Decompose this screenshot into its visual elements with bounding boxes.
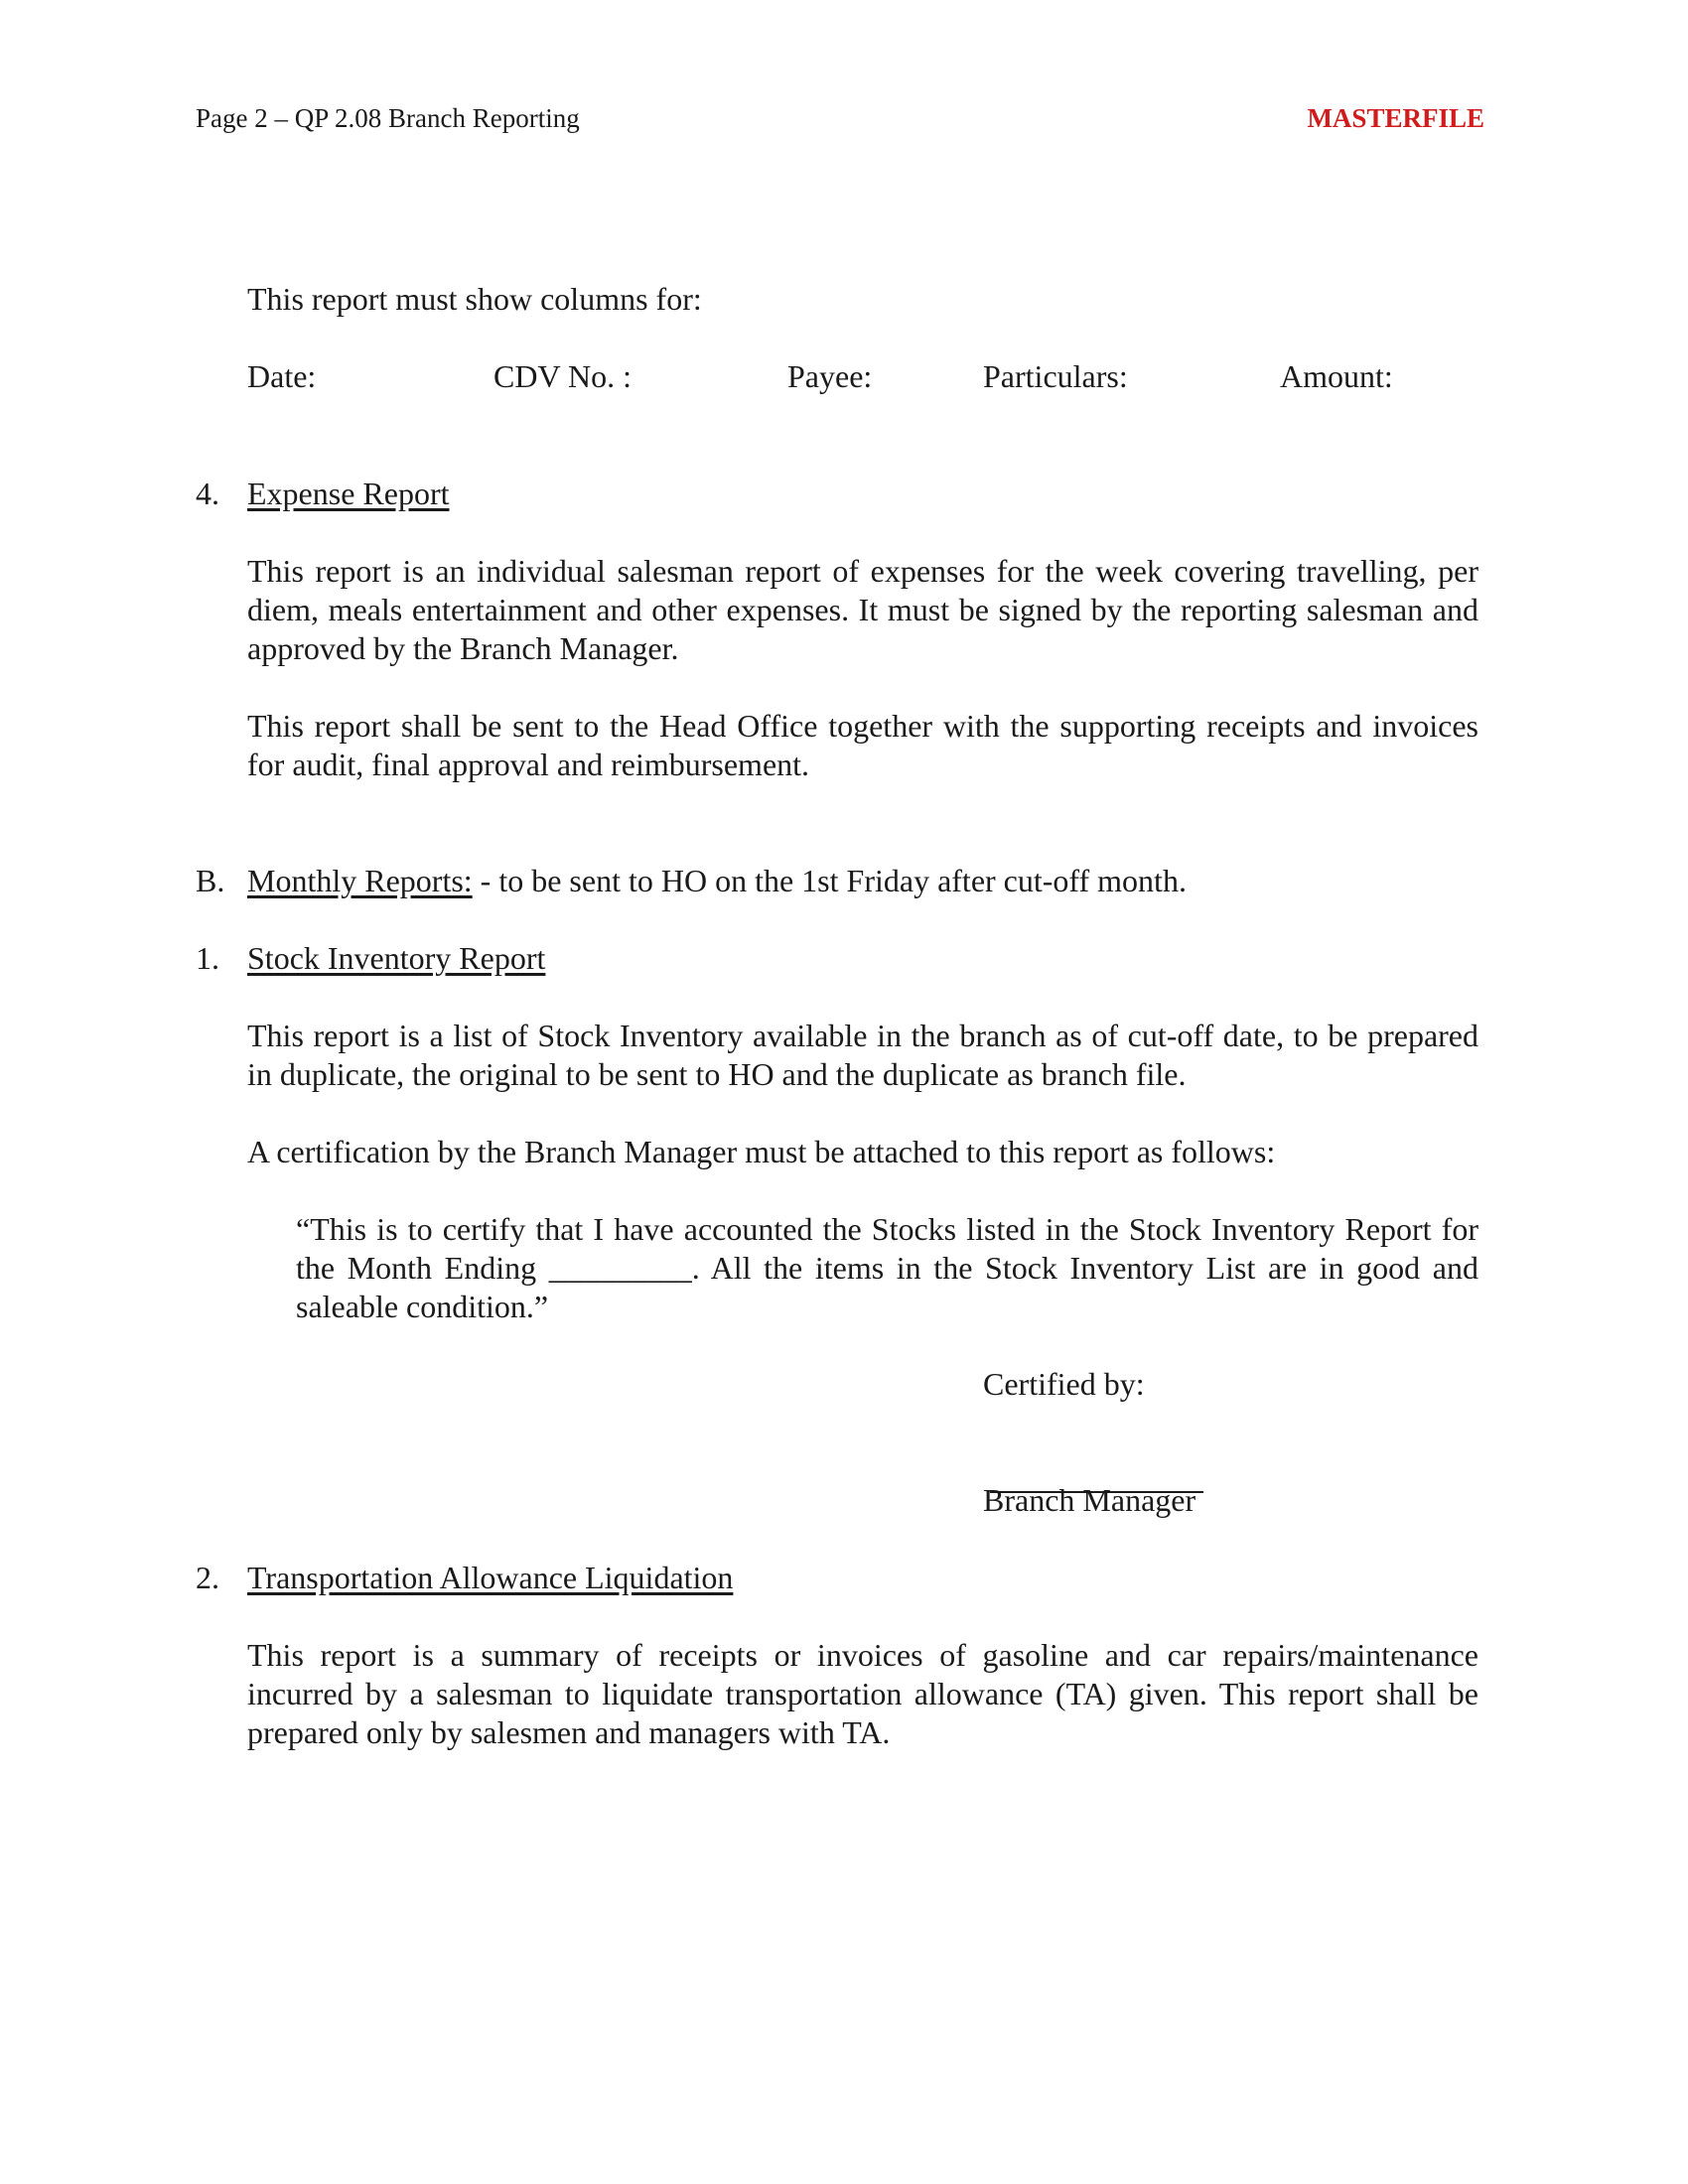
section-b-letter: B. — [196, 863, 225, 898]
certification-quote: “This is to certify that I have accounted the Stocks listed in the Stock Inventory Report for the Month Ending _________. All the items in the Stock Inventory List are in good and saleable condition.” — [296, 1211, 1478, 1324]
section-4-number: 4. — [196, 476, 219, 511]
section-1-paragraph-1: This report is a list of Stock Inventory available in the branch as of cut-off date, to be prepared in duplicate, the original to be sent to HO and the duplicate as branch file. — [247, 1018, 1478, 1092]
section-2-number: 2. — [196, 1560, 219, 1595]
section-b-title: Monthly Reports: — [247, 863, 473, 898]
section-4-paragraph-2: This report shall be sent to the Head Office together with the supporting receipts and invoices for audit, final approval and reimbursement. — [247, 708, 1478, 782]
column-particulars: Particulars: — [983, 358, 1128, 394]
section-2-paragraph-1: This report is a summary of receipts or invoices of gasoline and car repairs/maintenance incurred by a salesman to liquidate transportation allowance (TA) given. This report shall be prepared only by salesmen and managers with TA. — [247, 1637, 1478, 1750]
column-cdv-no: CDV No. : — [493, 358, 632, 394]
column-payee: Payee: — [787, 358, 873, 394]
section-1-paragraph-2: A certification by the Branch Manager must be attached to this report as follows: — [247, 1134, 1276, 1169]
signatory-title: Branch Manager — [983, 1482, 1196, 1518]
section-b-rest: - to be sent to HO on the 1st Friday after cut-off month. — [472, 863, 1187, 898]
section-2-title: Transportation Allowance Liquidation — [247, 1560, 734, 1595]
column-date: Date: — [247, 358, 317, 394]
section-1-title: Stock Inventory Report — [247, 940, 546, 976]
certified-by-label: Certified by: — [983, 1366, 1145, 1402]
section-4-paragraph-1: This report is an individual salesman report of expenses for the week covering travelling, per diem, meals entertainment and other expenses. It must be signed by the reporting salesman and approved by the Branch Manager. — [247, 553, 1478, 666]
section-b-heading — [247, 862, 1187, 900]
columns-intro-text: This report must show columns for: — [247, 281, 702, 317]
column-amount: Amount: — [1280, 358, 1393, 394]
masterfile-label: MASTERFILE — [1307, 103, 1484, 133]
section-4-title: Expense Report — [247, 476, 450, 511]
section-1-number: 1. — [196, 940, 219, 976]
page-header-label: Page 2 – QP 2.08 Branch Reporting — [196, 103, 580, 133]
